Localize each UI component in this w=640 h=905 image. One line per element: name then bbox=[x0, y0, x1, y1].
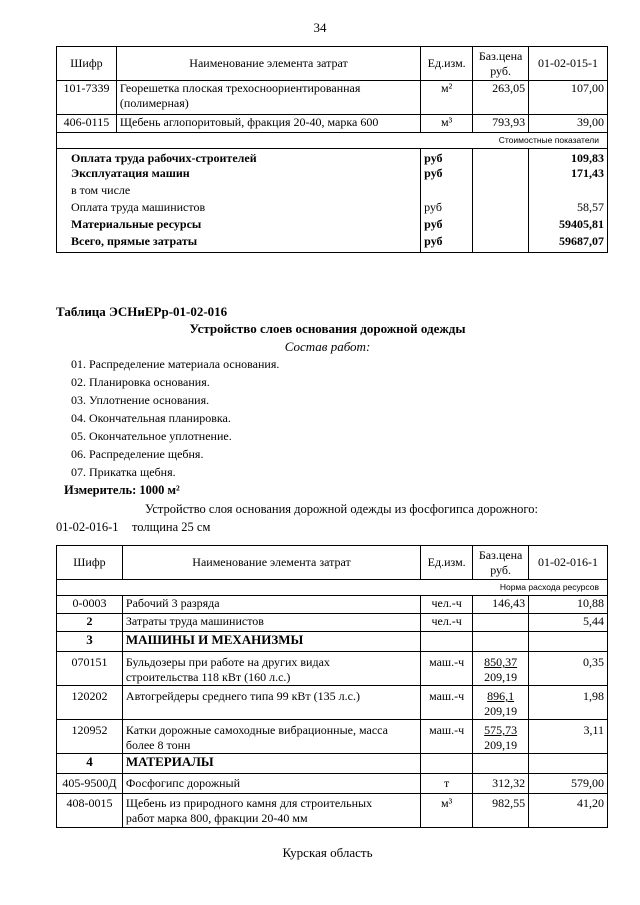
header-name: Наименование элемента затрат bbox=[122, 546, 420, 580]
footer-region: Курская область bbox=[282, 845, 373, 860]
table-row: 406-0115 Щебень аглопоритовый, фракция 20-40, марка 600 м³ 793,93 39,00 bbox=[57, 115, 608, 133]
table-row: 120202 Автогрейдеры среднего типа 99 кВт (135 л.с.) маш.-ч 896,1 209,19 1,98 bbox=[57, 686, 608, 720]
header-norm-code: 01-02-015-1 bbox=[529, 47, 608, 81]
list-item: 05. Окончательное уплотнение. bbox=[71, 429, 232, 443]
cost-caption: Стоимостные показатели bbox=[57, 133, 608, 149]
description: Устройство слоя основания дорожной одежды из фосфогипса дорожного: bbox=[145, 502, 538, 516]
works-title: Состав работ: bbox=[284, 339, 371, 354]
total-row: Оплата труда рабочих-строителей руб 109,83 bbox=[57, 149, 608, 167]
header-code: Шифр bbox=[57, 47, 117, 81]
table-resources-015 bbox=[56, 46, 608, 253]
header-norm-code: 01-02-016-1 bbox=[529, 546, 608, 580]
header-base-price: Баз.цена руб. bbox=[473, 546, 529, 580]
meter: Измеритель: 1000 м² bbox=[64, 483, 180, 497]
table-row: 405-9500Д Фосфогипс дорожный т 312,32 579,00 bbox=[57, 774, 608, 794]
total-row: Оплата труда машинистов руб 58,57 bbox=[57, 200, 608, 217]
list-item: 06. Распределение щебня. bbox=[71, 447, 204, 461]
list-item: 04. Окончательная планировка. bbox=[71, 411, 231, 425]
table-row: 101-7339 Георешетка плоская трехосноориентированная (полимерная) м² 263,05 107,00 bbox=[57, 81, 608, 115]
total-row: Материальные ресурсы руб 59405,81 bbox=[57, 217, 608, 234]
table-label: Таблица ЭСНиЕРр-01-02-016 bbox=[56, 304, 228, 319]
page-number: 34 bbox=[313, 20, 327, 35]
header-base-price: Баз.цена руб. bbox=[473, 47, 529, 81]
list-item: 07. Прикатка щебня. bbox=[71, 465, 176, 479]
table-row: 070151 Бульдозеры при работе на других видах строительства 118 кВт (160 л.с.) маш.-ч 850,37 209,19 0,35 bbox=[57, 652, 608, 686]
table-row: 2 Затраты труда машинистов чел.-ч 5,44 bbox=[57, 614, 608, 632]
list-item: 03. Уплотнение основания. bbox=[71, 393, 210, 407]
list-item: 01. Распределение материала основания. bbox=[71, 357, 280, 371]
table-resources-016 bbox=[56, 545, 608, 828]
table-row: 0-0003 Рабочий 3 разряда чел.-ч 146,43 10,88 bbox=[57, 596, 608, 614]
total-row: Эксплуатация машин руб 171,43 bbox=[57, 166, 608, 183]
norm-caption: Норма расхода ресурсов bbox=[57, 580, 608, 596]
total-row: в том числе bbox=[57, 183, 608, 200]
header-name: Наименование элемента затрат bbox=[116, 47, 420, 81]
table-row: 3 МАШИНЫ И МЕХАНИЗМЫ bbox=[57, 632, 608, 652]
item-description: толщина 25 см bbox=[132, 520, 211, 534]
table-row: 120952 Катки дорожные самоходные вибрационные, масса более 8 тонн маш.-ч 575,73 209,19 3,11 bbox=[57, 720, 608, 754]
list-item: 02. Планировка основания. bbox=[71, 375, 210, 389]
header-unit: Ед.изм. bbox=[421, 546, 473, 580]
header-unit: Ед.изм. bbox=[421, 47, 473, 81]
header-code: Шифр bbox=[57, 546, 123, 580]
table-row: 4 МАТЕРИАЛЫ bbox=[57, 754, 608, 774]
section-title: Устройство слоев основания дорожной одежды bbox=[189, 321, 466, 336]
item-code: 01-02-016-1 bbox=[56, 520, 119, 534]
table-row: 408-0015 Щебень из природного камня для строительных работ марка 800, фракции 20-40 мм м³ 982,55 41,20 bbox=[57, 794, 608, 828]
total-row: Всего, прямые затраты руб 59687,07 bbox=[57, 234, 608, 252]
